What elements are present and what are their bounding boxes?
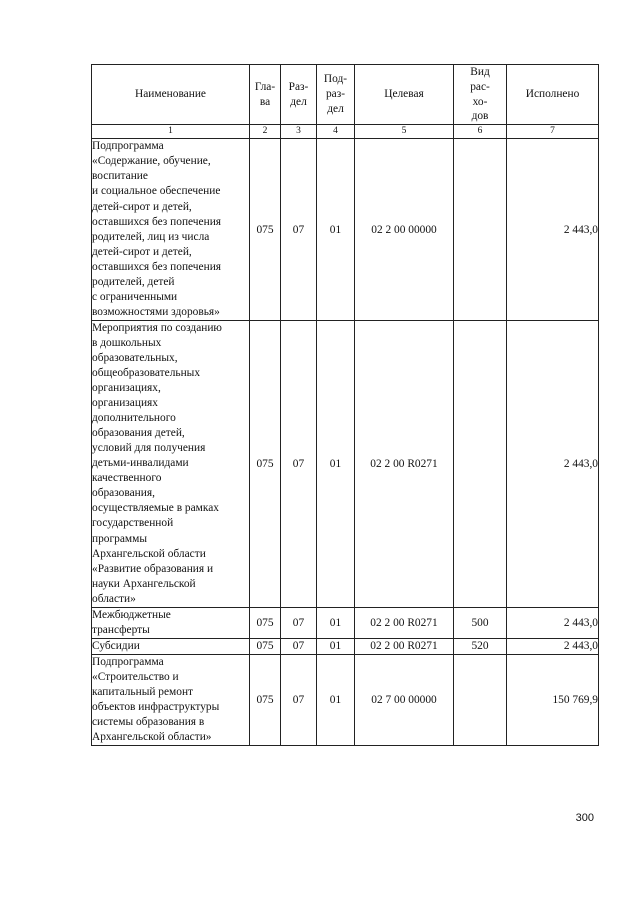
column-number: 7 (507, 125, 599, 139)
row-name: Подпрограмма «Строительство и капитальный ремонт объектов инфраструктуры системы образования в Архангельской области» (92, 654, 250, 745)
row-expense-type: 520 (454, 638, 507, 654)
header-subsection: Под- раз- дел (317, 65, 355, 125)
row-chapter: 075 (250, 320, 281, 607)
header-target: Целевая (355, 65, 454, 125)
column-number: 1 (92, 125, 250, 139)
header-row (92, 65, 599, 125)
row-target: 02 2 00 R0271 (355, 638, 454, 654)
row-expense-type: 500 (454, 607, 507, 638)
row-chapter: 075 (250, 607, 281, 638)
row-executed: 2 443,0 (507, 139, 599, 321)
table-row (92, 139, 599, 321)
header-name: Наименование (92, 65, 250, 125)
row-expense-type (454, 320, 507, 607)
row-chapter: 075 (250, 654, 281, 745)
row-expense-type (454, 139, 507, 321)
header-section: Раз- дел (281, 65, 317, 125)
row-target: 02 2 00 00000 (355, 139, 454, 321)
row-subsection: 01 (317, 139, 355, 321)
table-row (92, 638, 599, 654)
row-name: Межбюджетные трансферты (92, 607, 250, 638)
column-number-row (92, 125, 599, 139)
row-name: Мероприятия по созданию в дошкольных образовательных, общеобразовательных организациях, организациях дополнительного образования детей, условий для получения детьми-инвалидами качественного образования, осуществляемые в рамках государственной программы Архангельской области «Развитие образования и науки Архангельской области» (92, 320, 250, 607)
table-row (92, 654, 599, 745)
row-chapter: 075 (250, 139, 281, 321)
row-section: 07 (281, 654, 317, 745)
budget-table (91, 64, 599, 746)
column-number: 4 (317, 125, 355, 139)
row-subsection: 01 (317, 654, 355, 745)
table-row (92, 320, 599, 607)
row-executed: 2 443,0 (507, 320, 599, 607)
row-expense-type (454, 654, 507, 745)
row-target: 02 2 00 R0271 (355, 320, 454, 607)
row-subsection: 01 (317, 607, 355, 638)
page-number: 300 (575, 812, 594, 824)
column-number: 3 (281, 125, 317, 139)
row-section: 07 (281, 320, 317, 607)
row-target: 02 7 00 00000 (355, 654, 454, 745)
row-name: Подпрограмма «Содержание, обучение, воспитание и социальное обеспечение детей-сирот и детей, оставшихся без попечения родителей, лиц из числа детей-сирот и детей, оставшихся без попечения родителей, детей с ограниченными возможностями здоровья» (92, 139, 250, 321)
column-number: 2 (250, 125, 281, 139)
header-executed: Исполнено (507, 65, 599, 125)
row-executed: 2 443,0 (507, 638, 599, 654)
row-section: 07 (281, 139, 317, 321)
row-section: 07 (281, 607, 317, 638)
column-number: 5 (355, 125, 454, 139)
row-target: 02 2 00 R0271 (355, 607, 454, 638)
table-row (92, 607, 599, 638)
row-chapter: 075 (250, 638, 281, 654)
column-number: 6 (454, 125, 507, 139)
row-executed: 150 769,9 (507, 654, 599, 745)
header-expense-type: Вид рас- хо- дов (454, 65, 507, 125)
row-executed: 2 443,0 (507, 607, 599, 638)
row-subsection: 01 (317, 320, 355, 607)
row-subsection: 01 (317, 638, 355, 654)
row-section: 07 (281, 638, 317, 654)
row-name: Субсидии (92, 638, 250, 654)
header-chapter: Гла- ва (250, 65, 281, 125)
